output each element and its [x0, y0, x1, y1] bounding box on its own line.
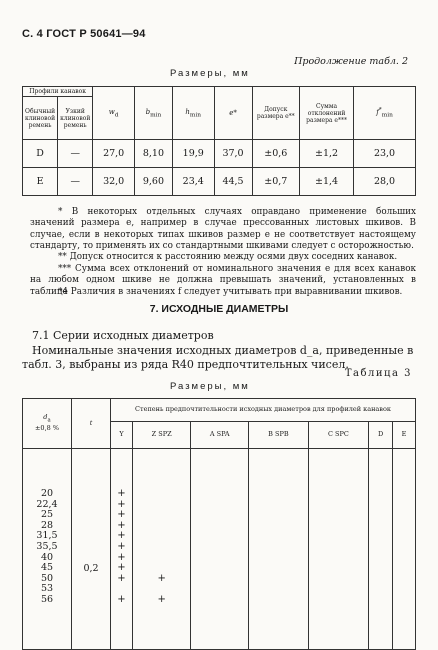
profile-header-z: Z SPZ [132, 422, 190, 449]
col-da-header: $d_a$ ±0,8 % [23, 399, 72, 449]
list-item: 40 [40, 551, 54, 563]
col-t-header: t [72, 399, 111, 449]
col-hmin-header: $h_{min}$ [172, 87, 214, 140]
subsection-title: 7.1 Серии исходных диаметров [32, 329, 214, 342]
table3-dims-label: Размеры, мм [170, 381, 250, 392]
b-marks-column [249, 449, 309, 650]
groove-dimensions-table [22, 86, 416, 196]
section-paragraph: Номинальные значения исходных диаметров d_a, приведенные в табл. 3, выбраны из ряда R40 предпочтительных чисел. [22, 344, 414, 371]
diameters-column [23, 449, 72, 650]
e-marks-column [393, 449, 416, 650]
list-item: 53 [40, 583, 54, 595]
footnote-4: *4 Различия в значениях f следует учитывать при выравнивании шкивов. [58, 287, 403, 297]
col-fmin-header: $f^*_{min}$ [354, 87, 416, 140]
table3-label: Таблица 3 [344, 368, 412, 379]
profile-header-c: C SPC [308, 422, 368, 449]
list-item: 20 [40, 488, 54, 499]
list-item: 31,5 [36, 530, 58, 542]
table1-dims-label: Размеры, мм [170, 68, 250, 79]
section-title: 7. ИСХОДНЫЕ ДИАМЕТРЫ [149, 303, 289, 315]
list-item: 45 [40, 562, 54, 574]
t-column [72, 449, 111, 650]
list-item: 50 [40, 572, 54, 584]
diameter-series-table [22, 398, 416, 650]
col-bmin-header: $b_{min}$ [134, 87, 172, 140]
footnote-3: *** Сумма всех отклонений от номинального значения e для всех канавок на любом одном шкиве не должна превышать значений, установленных в таблице [30, 264, 416, 297]
list-item: 35,5 [36, 540, 58, 552]
a-marks-column [191, 449, 249, 650]
y-marks-column: + + + + + + + + + + [111, 449, 133, 650]
list-item: 28 [40, 519, 54, 531]
d-marks-column [369, 449, 393, 650]
col-tolerance-header: Допуск размера e** [252, 87, 300, 140]
list-item: 25 [40, 509, 54, 521]
profile-header-b: B SPB [249, 422, 309, 449]
footnote-1: * В некоторых отдельных случаях оправдано применение больших значений размера e, например в случае прессованных листовых шкивов. В случае, если в некоторых типах шкивов размер e не соответствует настоящему стандарту, то применять их со стандартными шкивами следует с осторожностью. [30, 207, 416, 251]
col-wd-header: $w_d$ [93, 87, 135, 140]
list-item: 56 [40, 593, 54, 605]
list-item: 22,4 [36, 498, 58, 510]
footnote-2: ** Допуск относится к расстоянию между осями двух соседних канавок. [58, 252, 398, 262]
col-normal-belt-header: Обычный клиновой ремень [23, 97, 58, 140]
profile-header-y: Y [111, 422, 133, 449]
col-e-header: e* [214, 87, 252, 140]
profile-header-e: E [393, 422, 416, 449]
table-continuation-label: Продолжение табл. 2 [294, 56, 408, 67]
c-marks-column [308, 449, 368, 650]
profile-header-d: D [369, 422, 393, 449]
table-row: D — 27,0 8,10 19,9 37,0 ±0,6 ±1,2 23,0 [23, 140, 416, 168]
table-row: E — 32,0 9,60 23,4 44,5 ±0,7 ±1,4 28,0 [23, 168, 416, 196]
page-header: С. 4 ГОСТ Р 50641—94 [22, 28, 146, 40]
col-sum-deviation-header: Сумма отклонений размера e*** [300, 87, 354, 140]
col-narrow-belt-header: Узкий клиновой ремень [58, 97, 93, 140]
z-marks-column: + + [132, 449, 190, 650]
t-value: 0,2 [83, 563, 99, 574]
profile-header-a: A SPA [191, 422, 249, 449]
col-profile-header: Профили канавок [23, 87, 93, 97]
col-preference-header: Степень предпочтительности исходных диаметров для профилей канавок [111, 399, 416, 422]
